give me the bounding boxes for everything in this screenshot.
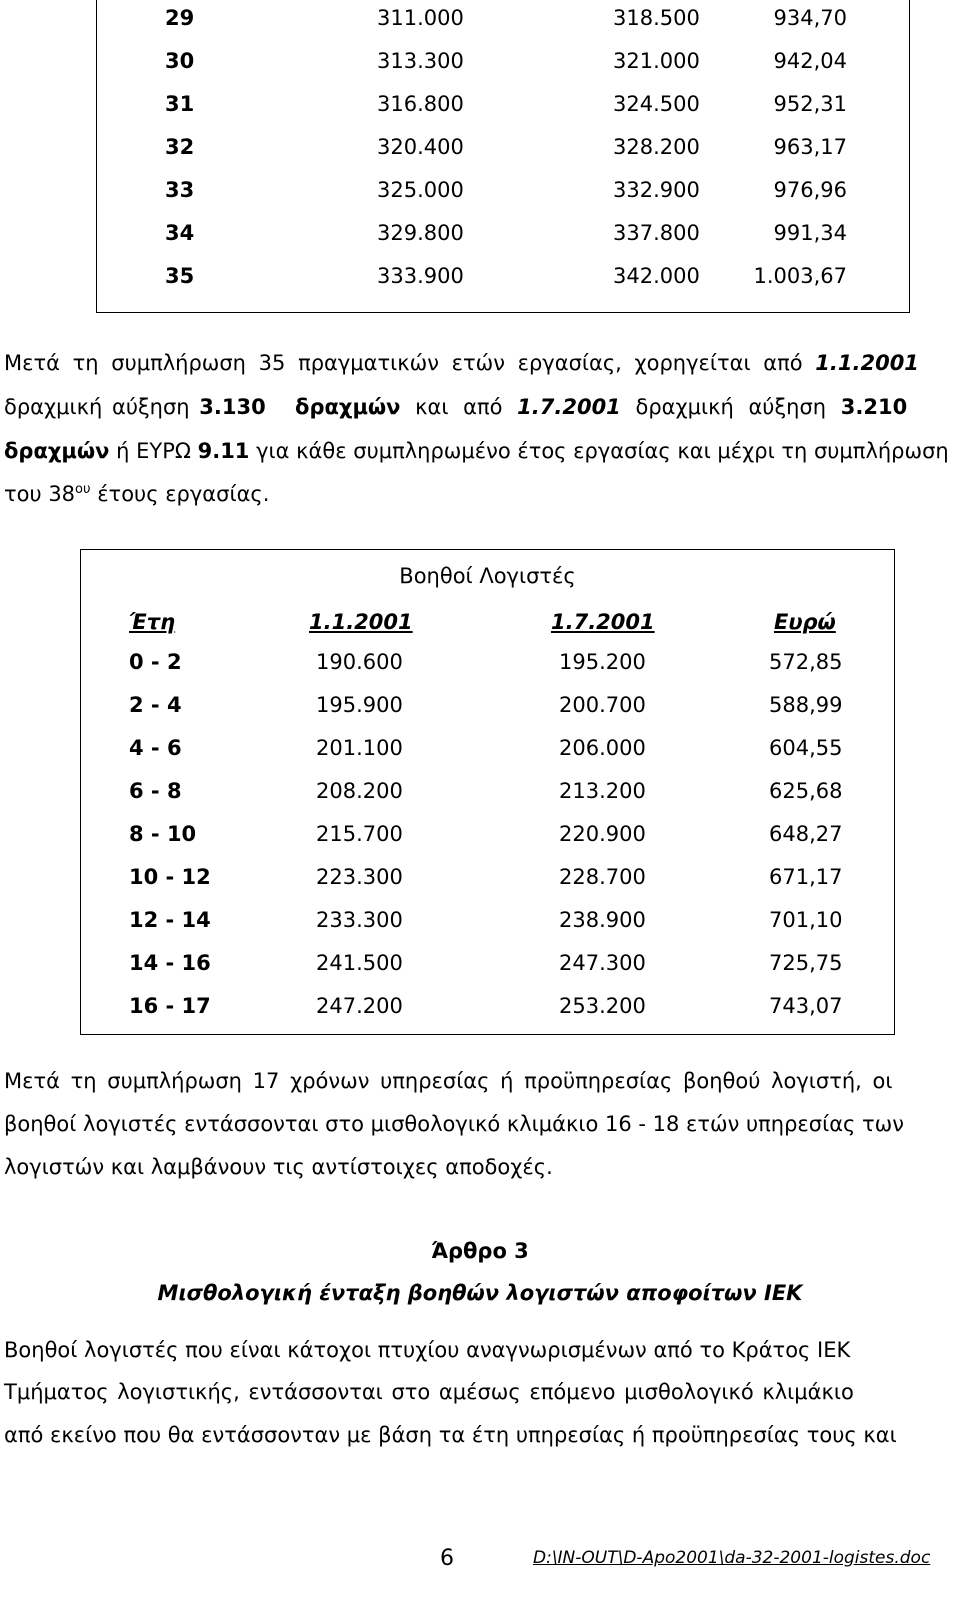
amount-jul-cell: 195.200 [559,650,646,674]
paragraph-line: λογιστών και λαμβάνουν τις αντίστοιχες αποδοχές. [4,1155,553,1179]
paragraph-line [4,348,954,378]
years-cell: 8 - 10 [129,822,197,846]
amount-jan-cell: 247.200 [316,994,403,1018]
years-cell: 34 [165,221,195,245]
header-jan: 1.1.2001 [309,610,413,634]
amount-jan-cell: 333.900 [377,264,464,288]
table-row [81,942,894,985]
paragraph-line: Βοηθοί λογιστές που είναι κάτοχοι πτυχίου αναγνωρισμένων από το Κράτος ΙΕΚ [4,1338,851,1362]
amount-jul-cell: 318.500 [613,6,700,30]
table-row [81,727,894,770]
amount-text: 3.130 δραχμών [199,395,401,419]
paragraph-line: Μετά τη συμπλήρωση 17 χρόνων υπηρεσίας ή προϋπηρεσίας βοηθού λογιστή, οι [4,1069,893,1093]
amount-jan-cell: 320.400 [377,135,464,159]
paragraph-line [4,392,954,422]
paragraph-line [4,436,954,466]
amount-text: 9.11 [197,439,250,463]
salary-table-continued [96,0,910,313]
table-row [97,0,909,40]
years-cell: 31 [165,92,195,116]
amount-jan-cell: 208.200 [316,779,403,803]
table-row [81,985,894,1028]
amount-jul-cell: 200.700 [559,693,646,717]
table-row [81,684,894,727]
amount-jan-cell: 215.700 [316,822,403,846]
amount-euro-cell: 991,34 [773,221,847,245]
years-cell: 2 - 4 [129,693,182,717]
amount-jul-cell: 220.900 [559,822,646,846]
years-cell: 35 [165,264,195,288]
years-cell: 10 - 12 [129,865,211,889]
table-row [97,126,909,169]
amount-euro-cell: 588,99 [769,693,843,717]
text-span: και από [400,395,518,419]
text-span: δραχμική αύξηση [620,395,841,419]
amount-jan-cell: 223.300 [316,865,403,889]
amount-jul-cell: 213.200 [559,779,646,803]
table-row [97,169,909,212]
assistant-accountants-table [80,549,895,1035]
table-row [81,899,894,942]
amount-jan-cell: 201.100 [316,736,403,760]
text-span: δραχμική αύξηση [4,395,200,419]
date-text: 1.7.2001 [517,395,621,419]
years-cell: 32 [165,135,195,159]
amount-jul-cell: 238.900 [559,908,646,932]
text-span: έτους εργασίας. [90,482,270,506]
years-cell: 0 - 2 [129,650,182,674]
amount-euro-cell: 976,96 [773,178,847,202]
table-title: Βοηθοί Λογιστές [399,564,576,588]
amount-jan-cell: 195.900 [316,693,403,717]
years-cell: 16 - 17 [129,994,211,1018]
amount-euro-cell: 701,10 [769,908,843,932]
amount-euro-cell: 942,04 [773,49,847,73]
amount-jan-cell: 241.500 [316,951,403,975]
amount-jan-cell: 329.800 [377,221,464,245]
file-path: D:\IN-OUT\D-Apo2001\da-32-2001-logistes.doc [533,1548,931,1568]
amount-euro-cell: 604,55 [769,736,843,760]
amount-jan-cell: 233.300 [316,908,403,932]
amount-jan-cell: 325.000 [377,178,464,202]
amount-euro-cell: 934,70 [773,6,847,30]
amount-euro-cell: 743,07 [769,994,843,1018]
amount-euro-cell: 963,17 [773,135,847,159]
amount-jan-cell: 190.600 [316,650,403,674]
amount-jan-cell: 316.800 [377,92,464,116]
article-heading: Άρθρο 3 [431,1239,529,1263]
amount-euro-cell: 952,31 [773,92,847,116]
table-row [97,40,909,83]
text-span: δραχμών [4,439,110,463]
header-years: Έτη [129,610,176,634]
paragraph-line [4,479,954,509]
years-cell: 33 [165,178,195,202]
amount-jan-cell: 311.000 [377,6,464,30]
table-row [81,856,894,899]
text-span: ή ΕΥΡΩ [109,439,198,463]
table-row [97,255,909,298]
amount-jul-cell: 342.000 [613,264,700,288]
years-cell: 30 [165,49,195,73]
paragraph-line: βοηθοί λογιστές εντάσσονται στο μισθολογικό κλιμάκιο 16 - 18 ετών υπηρεσίας των [4,1112,904,1136]
paragraph-line: από εκείνο που θα εντάσσονταν με βάση τα έτη υπηρεσίας ή προϋπηρεσίας τους και [4,1423,897,1447]
amount-jan-cell: 313.300 [377,49,464,73]
years-cell: 12 - 14 [129,908,211,932]
amount-euro-cell: 572,85 [769,650,843,674]
amount-euro-cell: 1.003,67 [753,264,847,288]
years-cell: 14 - 16 [129,951,211,975]
text-span: για κάθε συμπληρωμένο έτος εργασίας και μέχρι τη συμπλήρωση [249,439,949,463]
page-number: 6 [440,1546,454,1571]
amount-euro-cell: 648,27 [769,822,843,846]
amount-jul-cell: 337.800 [613,221,700,245]
amount-jul-cell: 332.900 [613,178,700,202]
header-euro: Ευρώ [774,610,836,634]
amount-text: 3.210 [840,395,908,419]
text-span: του 38 [4,482,76,506]
amount-jul-cell: 247.300 [559,951,646,975]
amount-euro-cell: 671,17 [769,865,843,889]
amount-jul-cell: 253.200 [559,994,646,1018]
table-row [97,212,909,255]
ordinal-suffix: ου [75,482,91,497]
date-text: 1.1.2001 [815,351,919,375]
header-jul: 1.7.2001 [551,610,655,634]
table-row [97,83,909,126]
years-cell: 29 [165,6,195,30]
years-cell: 4 - 6 [129,736,182,760]
amount-euro-cell: 725,75 [769,951,843,975]
paragraph-line: Τμήματος λογιστικής, εντάσσονται στο αμέσως επόμενο μισθολογικό κλιμάκιο [4,1380,854,1404]
text-span: Μετά τη συμπλήρωση 35 πραγματικών ετών εργασίας, χορηγείται από [4,351,816,375]
amount-jul-cell: 321.000 [613,49,700,73]
amount-jul-cell: 206.000 [559,736,646,760]
amount-jul-cell: 228.700 [559,865,646,889]
years-cell: 6 - 8 [129,779,182,803]
amount-euro-cell: 625,68 [769,779,843,803]
amount-jul-cell: 324.500 [613,92,700,116]
table-row [81,770,894,813]
table-row [81,813,894,856]
article-subheading: Μισθολογική ένταξη βοηθών λογιστών αποφοίτων ΙΕΚ [157,1281,803,1305]
table-row [81,641,894,684]
amount-jul-cell: 328.200 [613,135,700,159]
